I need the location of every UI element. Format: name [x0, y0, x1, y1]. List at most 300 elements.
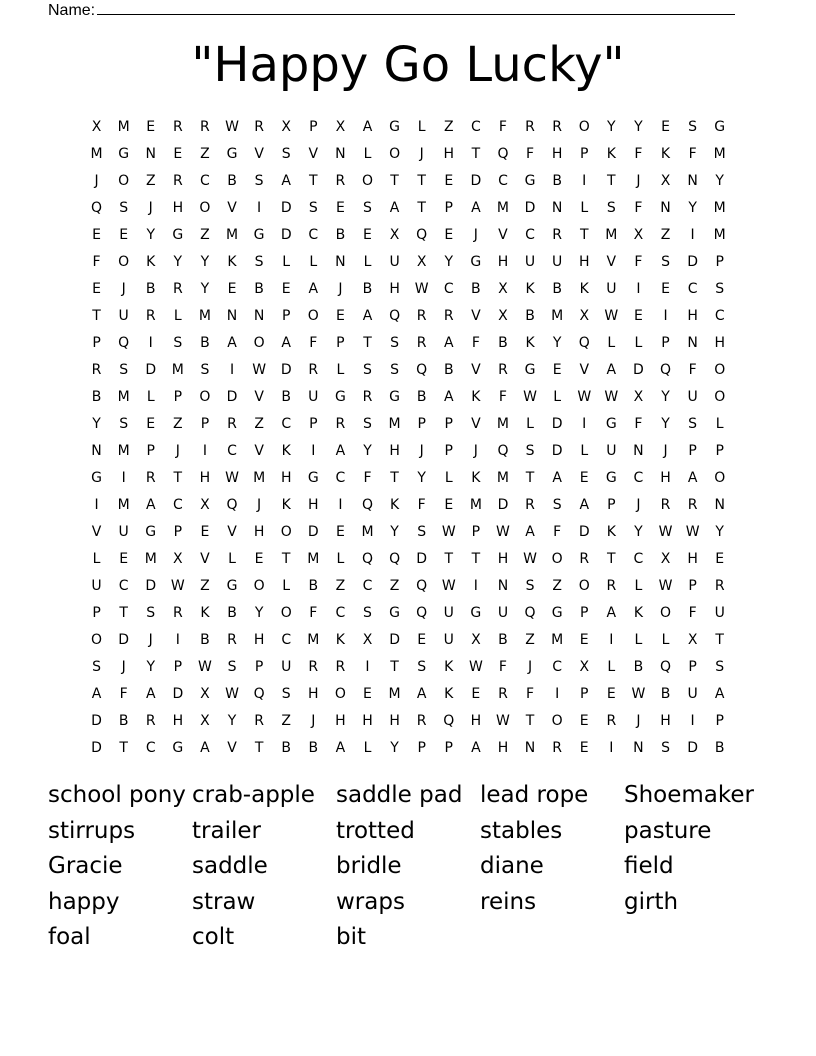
grid-letter: H	[497, 550, 509, 567]
grid-letter: C	[145, 739, 156, 756]
grid-letter: Y	[173, 253, 183, 270]
grid-letter: L	[580, 199, 589, 216]
grid-letter: T	[363, 334, 372, 351]
grid-letter: W	[658, 523, 673, 540]
grid-letter: Y	[146, 226, 156, 243]
grid-letter: R	[660, 496, 671, 513]
grid-letter: E	[146, 118, 156, 135]
grid-letter: Y	[200, 253, 210, 270]
grid-letter: C	[552, 658, 563, 675]
grid-letter: A	[525, 523, 535, 540]
grid-letter: C	[227, 442, 237, 459]
grid-letter: E	[606, 685, 616, 702]
grid-letter: R	[145, 469, 156, 486]
word-bank-item: diane	[480, 853, 544, 880]
grid-letter: T	[173, 469, 183, 486]
grid-letter: E	[335, 199, 345, 216]
grid-letter: X	[660, 550, 671, 567]
grid-letter: K	[227, 253, 237, 270]
grid-letter: I	[582, 172, 587, 189]
grid-letter: N	[687, 334, 698, 351]
grid-letter: I	[311, 442, 316, 459]
grid-letter: S	[363, 415, 372, 432]
grid-letter: X	[281, 118, 291, 135]
grid-letter: E	[173, 145, 183, 162]
grid-letter: M	[713, 145, 726, 162]
grid-letter: H	[308, 685, 319, 702]
grid-letter: R	[525, 118, 535, 135]
word-bank-item: Gracie	[48, 853, 123, 880]
grid-letter: E	[579, 739, 589, 756]
grid-letter: L	[336, 361, 345, 378]
grid-letter: B	[714, 739, 725, 756]
grid-letter: W	[441, 523, 456, 540]
grid-letter: B	[227, 172, 237, 189]
name-field	[48, 0, 735, 20]
grid-letter: L	[444, 469, 453, 486]
word-bank-item: reins	[480, 888, 537, 915]
grid-letter: L	[417, 118, 426, 135]
grid-letter: K	[471, 388, 481, 405]
grid-letter: J	[419, 442, 424, 459]
grid-letter: R	[254, 118, 264, 135]
grid-letter: K	[579, 280, 589, 297]
grid-letter: V	[227, 199, 237, 216]
grid-letter: D	[91, 739, 102, 756]
grid-letter: A	[281, 172, 291, 189]
grid-letter: S	[363, 604, 372, 621]
grid-letter: R	[443, 307, 454, 324]
grid-letter: D	[687, 739, 698, 756]
grid-letter: N	[633, 739, 644, 756]
grid-letter: A	[145, 496, 156, 513]
grid-letter: Q	[660, 658, 672, 675]
grid-letter: L	[634, 631, 643, 648]
grid-letter: T	[525, 712, 535, 729]
grid-letter: E	[444, 496, 454, 513]
grid-letter: U	[497, 604, 509, 621]
grid-letter: C	[281, 631, 292, 648]
grid-letter: P	[688, 577, 697, 594]
grid-letter: S	[254, 253, 264, 270]
grid-letter: G	[226, 577, 238, 594]
grid-letter: B	[91, 388, 102, 405]
grid-letter: U	[687, 685, 698, 702]
grid-letter: C	[470, 118, 481, 135]
grid-letter: N	[687, 172, 698, 189]
grid-letter: C	[335, 469, 346, 486]
grid-letter: N	[335, 145, 346, 162]
grid-letter: H	[172, 199, 184, 216]
word-bank-item: lead rope	[480, 782, 589, 808]
grid-letter: G	[470, 253, 482, 270]
grid-letter: E	[552, 361, 562, 378]
grid-row	[83, 599, 733, 626]
grid-letter: P	[444, 199, 453, 216]
grid-letter: C	[525, 226, 535, 243]
grid-letter: S	[363, 199, 372, 216]
grid-letter: V	[254, 388, 264, 405]
grid-letter: Q	[91, 199, 103, 216]
grid-row	[83, 383, 733, 410]
grid-letter: P	[173, 658, 183, 675]
grid-letter: M	[496, 199, 509, 216]
grid-letter: E	[661, 118, 670, 135]
grid-letter: P	[173, 388, 183, 405]
grid-letter: O	[199, 199, 211, 216]
grid-letter: L	[553, 388, 562, 405]
grid-letter: R	[552, 118, 562, 135]
word-bank-item: saddle pad	[336, 782, 463, 808]
grid-letter: H	[335, 712, 346, 729]
grid-letter: N	[145, 145, 156, 162]
grid-letter: T	[309, 172, 318, 189]
grid-letter: O	[253, 577, 265, 594]
grid-letter: X	[660, 172, 671, 189]
grid-letter: I	[202, 442, 207, 459]
grid-letter: D	[551, 442, 563, 459]
grid-letter: H	[497, 739, 509, 756]
grid-letter: W	[441, 577, 456, 594]
grid-letter: P	[661, 334, 670, 351]
grid-letter: F	[498, 658, 507, 675]
grid-letter: G	[524, 361, 536, 378]
grid-letter: X	[579, 658, 590, 675]
grid-letter: A	[443, 388, 454, 405]
grid-letter: O	[551, 550, 563, 567]
grid-letter: Z	[145, 172, 156, 189]
grid-letter: Q	[497, 145, 509, 162]
grid-letter: W	[496, 523, 510, 540]
grid-letter: I	[582, 415, 587, 432]
grid-letter: S	[173, 334, 183, 351]
grid-letter: C	[335, 604, 346, 621]
grid-letter: Q	[524, 604, 536, 621]
grid-letter: I	[609, 739, 614, 756]
grid-letter: C	[281, 415, 292, 432]
grid-letter: O	[280, 604, 292, 621]
grid-letter: S	[254, 172, 264, 189]
grid-letter: Y	[390, 523, 399, 540]
word-bank-item: foal	[48, 924, 91, 951]
grid-letter: E	[444, 226, 454, 243]
grid-letter: X	[173, 550, 183, 567]
grid-letter: G	[172, 226, 184, 243]
grid-letter: R	[145, 307, 156, 324]
grid-letter: N	[633, 442, 644, 459]
grid-letter: W	[468, 658, 483, 675]
grid-letter: O	[118, 172, 130, 189]
grid-letter: M	[307, 631, 320, 648]
grid-letter: E	[579, 712, 589, 729]
grid-letter: X	[200, 496, 210, 513]
grid-letter: M	[117, 118, 130, 135]
grid-letter: R	[254, 712, 264, 729]
grid-letter: Q	[118, 334, 130, 351]
grid-letter: I	[690, 712, 695, 729]
grid-letter: L	[363, 253, 372, 270]
grid-letter: B	[416, 388, 427, 405]
grid-letter: T	[92, 307, 101, 324]
grid-letter: E	[119, 550, 129, 567]
grid-letter: R	[362, 388, 373, 405]
grid-letter: F	[363, 469, 372, 486]
grid-letter: X	[633, 226, 644, 243]
grid-letter: P	[92, 334, 101, 351]
grid-letter: H	[172, 712, 184, 729]
grid-letter: B	[498, 631, 508, 648]
grid-letter: H	[578, 253, 590, 270]
grid-letter: J	[527, 658, 533, 675]
grid-letter: D	[280, 361, 292, 378]
grid-letter: Y	[661, 415, 670, 432]
grid-letter: X	[91, 118, 102, 135]
grid-letter: O	[578, 118, 590, 135]
grid-letter: R	[172, 118, 183, 135]
grid-letter: O	[280, 523, 292, 540]
word-bank	[48, 778, 768, 956]
grid-letter: T	[715, 631, 724, 648]
grid-letter: A	[362, 118, 373, 135]
grid-letter: X	[200, 685, 210, 702]
grid-letter: B	[552, 280, 562, 297]
grid-letter: R	[200, 118, 210, 135]
grid-letter: E	[363, 226, 372, 243]
grid-letter: A	[389, 199, 400, 216]
grid-letter: X	[498, 280, 508, 297]
grid-letter: F	[553, 523, 562, 540]
grid-letter: D	[118, 631, 130, 648]
grid-letter: O	[551, 712, 563, 729]
grid-letter: J	[473, 442, 478, 459]
grid-letter: A	[335, 739, 346, 756]
grid-row	[83, 194, 733, 221]
grid-row	[83, 167, 733, 194]
grid-letter: E	[579, 631, 589, 648]
grid-letter: L	[607, 334, 616, 351]
grid-letter: X	[389, 226, 400, 243]
grid-letter: D	[145, 577, 157, 594]
grid-letter: G	[226, 145, 238, 162]
grid-letter: G	[118, 145, 130, 162]
grid-letter: F	[634, 415, 643, 432]
word-bank-item: bit	[336, 924, 367, 951]
grid-letter: V	[308, 145, 319, 162]
grid-letter: S	[688, 415, 698, 432]
grid-letter: S	[525, 442, 535, 459]
grid-letter: J	[257, 496, 262, 513]
grid-letter: U	[91, 577, 102, 594]
grid-letter: S	[661, 739, 670, 756]
grid-letter: Q	[443, 712, 455, 729]
grid-letter: Z	[660, 226, 671, 243]
grid-letter: F	[309, 604, 318, 621]
grid-letter: V	[471, 307, 481, 324]
grid-letter: P	[173, 523, 183, 540]
grid-letter: L	[634, 334, 643, 351]
grid-letter: D	[633, 361, 644, 378]
grid-letter: S	[92, 658, 101, 675]
grid-letter: Y	[146, 658, 156, 675]
grid-letter: J	[473, 226, 478, 243]
grid-letter: D	[524, 199, 536, 216]
word-bank-item: saddle	[192, 853, 268, 880]
grid-letter: W	[170, 577, 185, 594]
grid-letter: X	[416, 253, 427, 270]
grid-letter: A	[416, 685, 427, 702]
grid-letter: H	[687, 550, 698, 567]
grid-letter: L	[336, 550, 345, 567]
grid-letter: S	[661, 253, 670, 270]
word-bank-item: wraps	[336, 888, 405, 915]
grid-letter: A	[91, 685, 102, 702]
grid-letter: A	[714, 685, 725, 702]
page-title: "Happy Go Lucky"	[191, 37, 625, 93]
grid-letter: E	[471, 685, 481, 702]
grid-letter: C	[172, 496, 183, 513]
grid-letter: O	[389, 145, 401, 162]
grid-letter: O	[118, 253, 130, 270]
grid-letter: D	[91, 712, 102, 729]
grid-letter: A	[227, 334, 237, 351]
grid-letter: N	[551, 199, 563, 216]
grid-letter: F	[471, 334, 480, 351]
grid-letter: O	[199, 388, 211, 405]
grid-letter: B	[145, 280, 156, 297]
grid-row	[83, 437, 733, 464]
grid-letter: L	[282, 253, 291, 270]
grid-letter: I	[609, 631, 614, 648]
grid-letter: W	[658, 577, 673, 594]
grid-letter: H	[308, 496, 319, 513]
grid-letter: I	[121, 469, 126, 486]
grid-letter: F	[634, 145, 643, 162]
grid-letter: B	[362, 280, 373, 297]
grid-row	[83, 356, 733, 383]
word-bank-item: stirrups	[48, 817, 136, 844]
name-label: Name:	[48, 2, 96, 19]
grid-letter: A	[145, 685, 156, 702]
grid-letter: Y	[417, 469, 426, 486]
grid-letter: Z	[173, 415, 183, 432]
grid-letter: U	[606, 442, 617, 459]
grid-letter: Y	[715, 523, 724, 540]
grid-letter: T	[119, 739, 128, 756]
grid-letter: P	[715, 442, 724, 459]
grid-letter: E	[92, 226, 101, 243]
grid-letter: K	[146, 253, 156, 270]
grid-letter: K	[660, 145, 671, 162]
word-search-grid	[83, 113, 733, 761]
grid-letter: D	[280, 226, 292, 243]
grid-letter: Y	[227, 712, 237, 729]
grid-letter: C	[498, 172, 508, 189]
grid-row	[83, 626, 733, 653]
grid-letter: E	[363, 685, 372, 702]
grid-letter: F	[688, 604, 697, 621]
grid-letter: K	[606, 523, 616, 540]
grid-letter: S	[227, 658, 237, 675]
grid-letter: J	[338, 280, 343, 297]
grid-letter: R	[552, 739, 562, 756]
grid-letter: J	[121, 658, 126, 675]
grid-letter: S	[390, 334, 400, 351]
grid-letter: Q	[660, 361, 672, 378]
grid-letter: V	[498, 226, 508, 243]
grid-letter: R	[308, 658, 319, 675]
grid-letter: V	[606, 253, 617, 270]
grid-letter: O	[714, 388, 726, 405]
grid-letter: M	[469, 496, 482, 513]
word-bank-item: straw	[192, 888, 256, 915]
grid-letter: G	[91, 469, 102, 486]
grid-letter: Z	[525, 631, 535, 648]
grid-letter: S	[715, 280, 725, 297]
grid-letter: E	[444, 172, 454, 189]
grid-letter: T	[607, 550, 616, 567]
grid-letter: M	[171, 361, 184, 378]
grid-letter: Y	[661, 388, 670, 405]
grid-letter: M	[117, 496, 130, 513]
grid-letter: H	[389, 280, 400, 297]
grid-letter: J	[663, 442, 668, 459]
grid-letter: M	[551, 307, 564, 324]
grid-letter: D	[172, 685, 184, 702]
grid-letter: V	[227, 739, 237, 756]
grid-letter: H	[280, 469, 292, 486]
grid-letter: S	[552, 496, 562, 513]
grid-letter: R	[416, 712, 427, 729]
grid-row	[83, 140, 733, 167]
grid-letter: M	[361, 523, 374, 540]
grid-letter: N	[497, 577, 509, 594]
grid-letter: O	[334, 685, 346, 702]
grid-letter: W	[252, 361, 267, 378]
grid-letter: S	[146, 604, 156, 621]
grid-letter: H	[253, 523, 265, 540]
grid-letter: S	[200, 361, 210, 378]
grid-letter: K	[633, 604, 644, 621]
grid-letter: P	[688, 442, 697, 459]
grid-row	[83, 491, 733, 518]
grid-letter: P	[444, 442, 453, 459]
grid-letter: K	[525, 280, 535, 297]
grid-letter: T	[417, 199, 426, 216]
grid-letter: Y	[634, 118, 643, 135]
grid-letter: B	[498, 334, 508, 351]
grid-letter: E	[715, 550, 725, 567]
word-bank-item: bridle	[336, 853, 402, 880]
grid-letter: Z	[200, 577, 210, 594]
grid-letter: S	[281, 685, 291, 702]
grid-row	[83, 221, 733, 248]
grid-letter: S	[390, 361, 400, 378]
grid-letter: A	[606, 361, 617, 378]
grid-letter: D	[578, 523, 590, 540]
grid-letter: Q	[253, 685, 265, 702]
word-bank-item: trailer	[192, 817, 261, 844]
grid-letter: G	[389, 388, 400, 405]
grid-letter: U	[308, 388, 319, 405]
grid-letter: F	[119, 685, 128, 702]
grid-letter: L	[634, 577, 643, 594]
grid-letter: W	[225, 118, 239, 135]
grid-row	[83, 572, 733, 599]
grid-letter: T	[390, 469, 399, 486]
grid-letter: D	[497, 496, 509, 513]
grid-letter: T	[417, 172, 426, 189]
grid-letter: E	[92, 280, 101, 297]
